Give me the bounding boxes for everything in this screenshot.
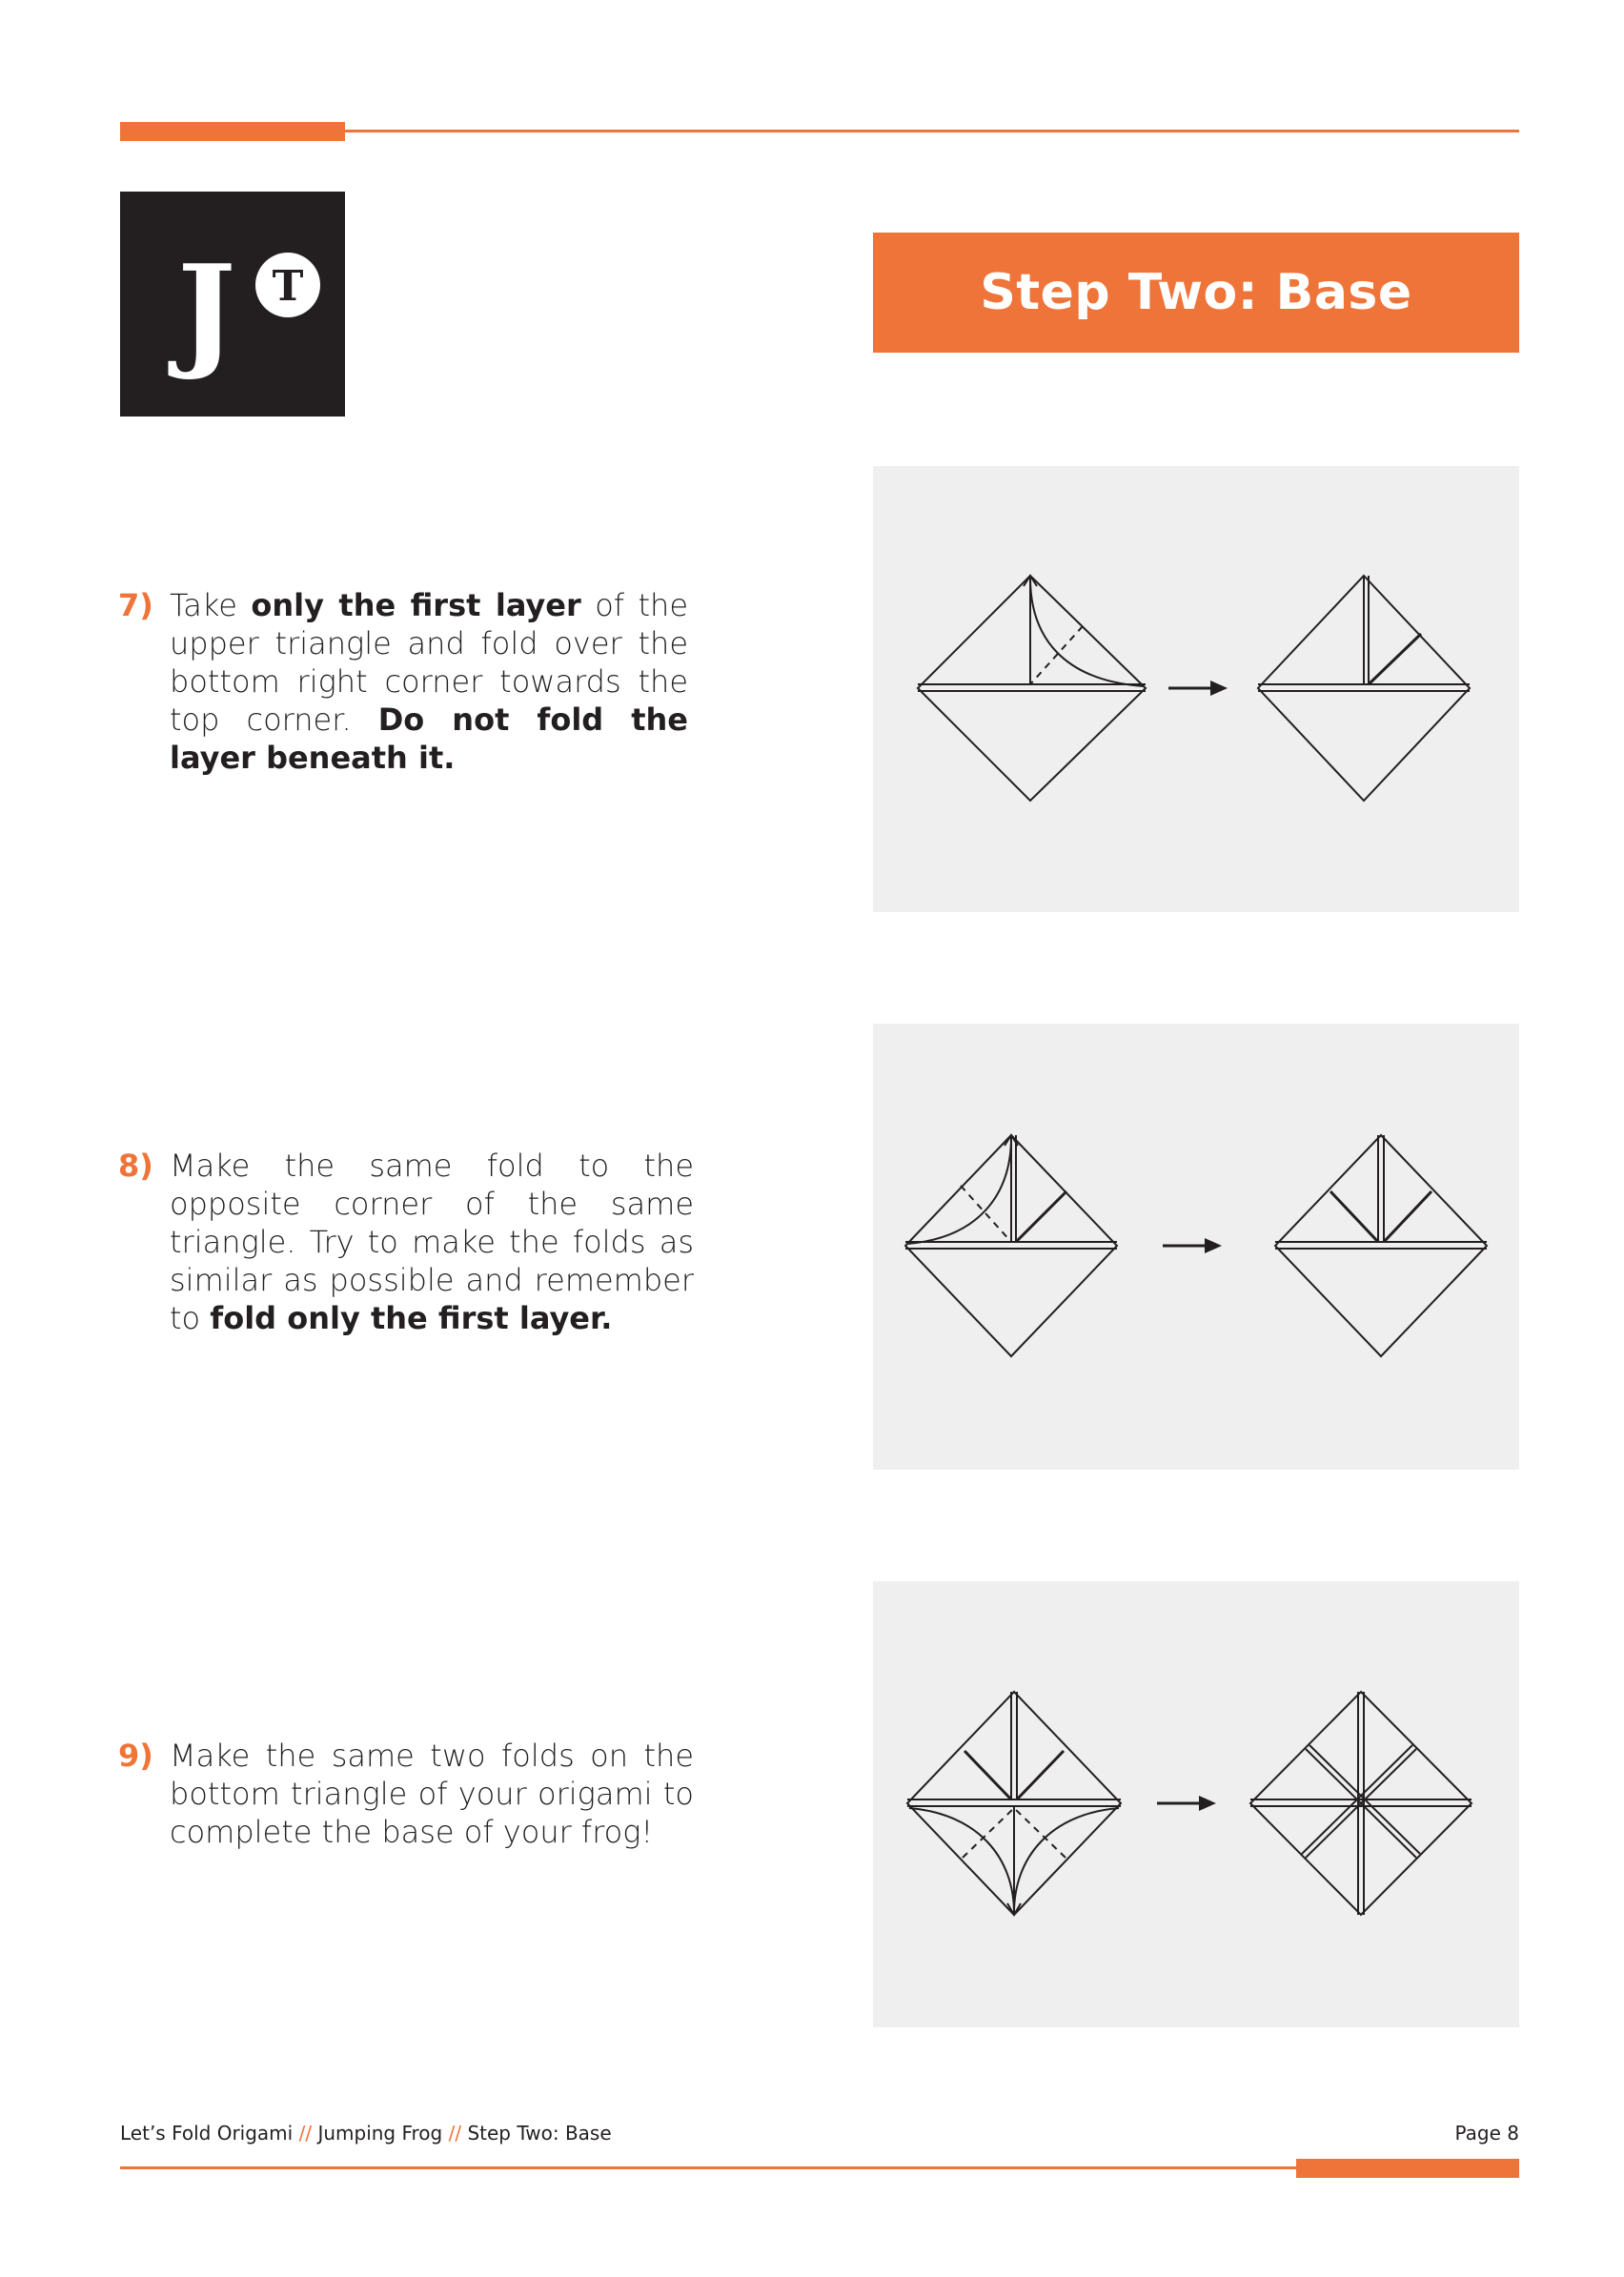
diagram-panel-step-9 — [873, 1581, 1519, 2027]
footer-accent-bar — [1296, 2159, 1519, 2178]
footer-separator: // — [448, 2122, 462, 2145]
footer-crumb-3: Step Two: Base — [467, 2122, 612, 2145]
fold-diagram-before — [907, 1692, 1121, 1915]
section-banner — [873, 233, 1519, 353]
step-number: 8) — [118, 1148, 153, 1184]
fold-diagram-before — [905, 1135, 1117, 1356]
arrow-icon — [1168, 681, 1228, 696]
header-accent-bar — [120, 122, 345, 141]
section-title: Step Two: Base — [980, 264, 1412, 321]
footer-breadcrumb — [120, 2122, 612, 2145]
brand-logo — [120, 192, 345, 417]
instruction-step-7 — [118, 586, 688, 777]
logo-letter: J — [177, 237, 236, 383]
instruction-step-8 — [118, 1147, 694, 1337]
step-number: 9) — [118, 1738, 153, 1774]
logo-badge-letter: T — [272, 262, 304, 311]
step-text: Take only the first layer of the upper triangle and fold over the bottom right corner towards the top corner. Do not fold the layer beneath it. — [170, 587, 689, 776]
step-number: 7) — [118, 587, 153, 623]
header-rule — [345, 130, 1519, 132]
step-text: Make the same two folds on the bottom triangle of your origami to complete the base of your frog! — [170, 1738, 694, 1850]
page-number: Page 8 — [1454, 2122, 1519, 2145]
instruction-step-9 — [118, 1737, 694, 1851]
arrow-icon — [1163, 1238, 1222, 1253]
fold-diagram-after — [1250, 1692, 1472, 1915]
footer-crumb-1: Let’s Fold Origami — [120, 2122, 294, 2145]
diagram-panel-step-8 — [873, 1024, 1519, 1470]
footer-rule — [120, 2166, 1296, 2169]
footer-separator: // — [298, 2122, 313, 2145]
footer-crumb-2: Jumping Frog — [317, 2122, 443, 2145]
fold-diagram-before — [918, 576, 1146, 801]
diagram-panel-step-7 — [873, 466, 1519, 912]
arrow-icon — [1157, 1796, 1216, 1811]
fold-diagram-after — [1258, 576, 1470, 801]
step-text: Make the same fold to the opposite corner of the same triangle. Try to make the folds as similar as possible and remember to fold only the first layer. — [170, 1148, 694, 1336]
fold-diagram-after — [1275, 1135, 1487, 1356]
